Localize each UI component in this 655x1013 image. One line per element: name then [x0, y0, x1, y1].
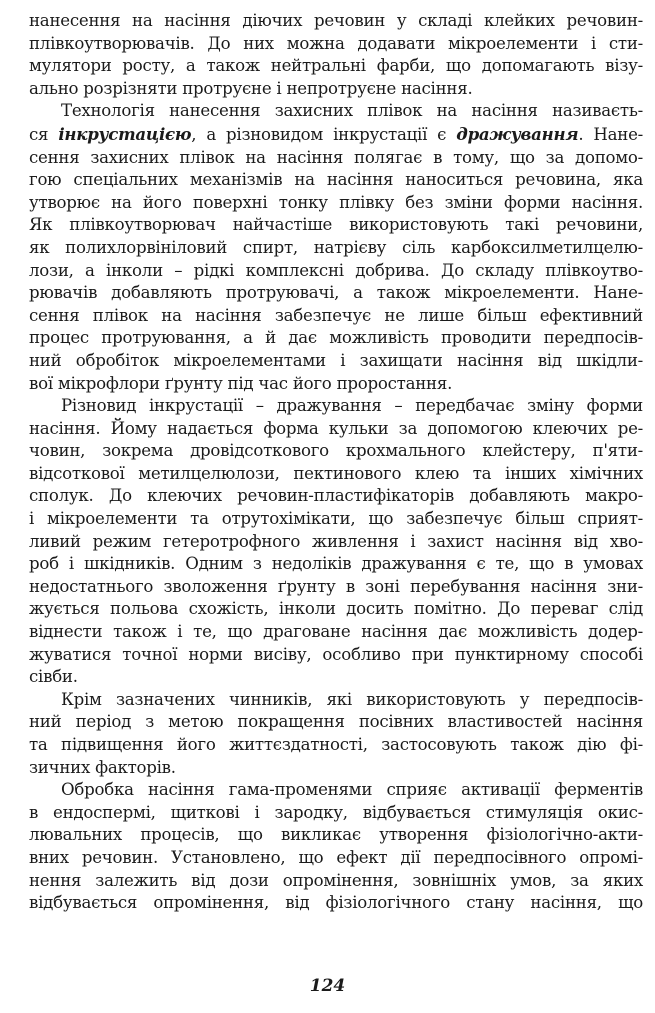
- text-line: вої мікрофлори ґрунту під час його проростання.: [29, 373, 453, 393]
- text-line: ально розрізняти протруєне і непротруєне насіння.: [29, 78, 473, 98]
- text-line: сполук. До клеючих речовин-пластифікаторів добавляють макро-: [29, 486, 643, 506]
- text-line: гою спеціальних механізмів на насіння наноситься речовина, яка: [29, 170, 643, 190]
- text-line: відсоткової метилцелюлози, пектинового клею та інших хімічних: [29, 463, 643, 483]
- text-line: ний період з метою покращення посівних властивостей насіння: [29, 712, 643, 732]
- text-line: лози, а інколи – рідкі комплексні добрива. До складу плівкоутво-: [29, 260, 643, 280]
- emphasized-term: інкрустацією: [58, 123, 192, 144]
- text-line: в ендоспермі, щиткові і зародку, відбувається стимуляція окис-: [29, 802, 643, 822]
- text-line: недостатнього зволоження ґрунту в зоні перебування насіння зни-: [29, 576, 643, 596]
- text-line: Як плівкоутворювач найчастіше використовують такі речовини,: [29, 215, 643, 235]
- text-line: і мікроелементи та отрутохімікати, що забезпечує більш сприят-: [29, 509, 643, 529]
- emphasized-term: дражування: [456, 123, 579, 144]
- text-line: насіння. Йому надається форма кульки за допомогою клеючих ре-: [29, 418, 643, 438]
- text-line: ливий режим гетеротрофного живлення і захист насіння від хво-: [29, 531, 643, 551]
- text-line: як полихлорвініловий спирт, натрієву сіль карбоксилметилцелю-: [29, 237, 643, 257]
- text-line: та підвищення його життєздатності, застосовують також дію фі-: [29, 735, 643, 754]
- text-line: Обробка насіння гама-променями сприяє активації ферментів: [61, 780, 643, 800]
- text-line: утворює на його поверхні тонку плівку без зміни форми насіння.: [29, 192, 643, 212]
- text-line: сення плівок на насіння забезпечує не лише більш ефективний: [29, 305, 643, 325]
- text-line: нення залежить від дози опромінення, зовнішніх умов, за яких: [29, 870, 643, 890]
- text-line: лювальних процесів, що викликає утворення фізіологічно-акти-: [29, 825, 643, 845]
- text-line: нанесення на насіння діючих речовин у складі клейких речовин-: [29, 11, 643, 30]
- text-line: мулятори росту, а також нейтральні фарби, що допомагають візу-: [29, 56, 643, 76]
- page-number: 124: [309, 976, 346, 996]
- text-line: зичних факторів.: [29, 757, 176, 777]
- text-line: вних речовин. Установлено, що ефект дії передпосівного опромі-: [29, 847, 643, 867]
- text-line: віднести також і те, що драговане насіння дає можливість додер-: [29, 622, 643, 642]
- text-line: жується польова схожість, інколи досить помітно. До переваг слід: [29, 599, 643, 619]
- text-line: Технологія нанесення захисних плівок на насіння називаєть-: [61, 101, 643, 121]
- text-line: рювачів добавляють протруювачі, а також мікроелементи. Нане-: [29, 283, 643, 303]
- text-line: плівкоутворювачів. До них можна додавати мікроелементи і сти-: [29, 33, 643, 53]
- text-line: жуватися точної норми висіву, особливо при пунктирному способі: [29, 644, 643, 664]
- text-line: ся інкрустацією, а різновидом інкрустації є дражування. Нане-: [29, 123, 644, 144]
- text-line: сення захисних плівок на насіння полягає в тому, що за допомо-: [29, 147, 643, 167]
- text-line: роб і шкідників. Одним з недоліків дражування є те, що в умовах: [29, 554, 643, 574]
- text-line: процес протруювання, а й дає можливість проводити передпосів-: [29, 328, 643, 348]
- body-text: [29, 10, 643, 915]
- text-line: сівби.: [29, 667, 78, 687]
- text-line: Крім зазначених чинників, які використовують у передпосів-: [61, 689, 643, 709]
- text-line: відбувається опромінення, від фізіологічного стану насіння, що: [29, 893, 643, 913]
- text-line: ний обробіток мікроелементами і захищати насіння від шкідли-: [29, 350, 643, 370]
- text-line: човин, зокрема дровідсоткового крохмального клейстеру, п'яти-: [29, 441, 643, 461]
- text-line: Різновид інкрустації – дражування – передбачає зміну форми: [61, 396, 643, 416]
